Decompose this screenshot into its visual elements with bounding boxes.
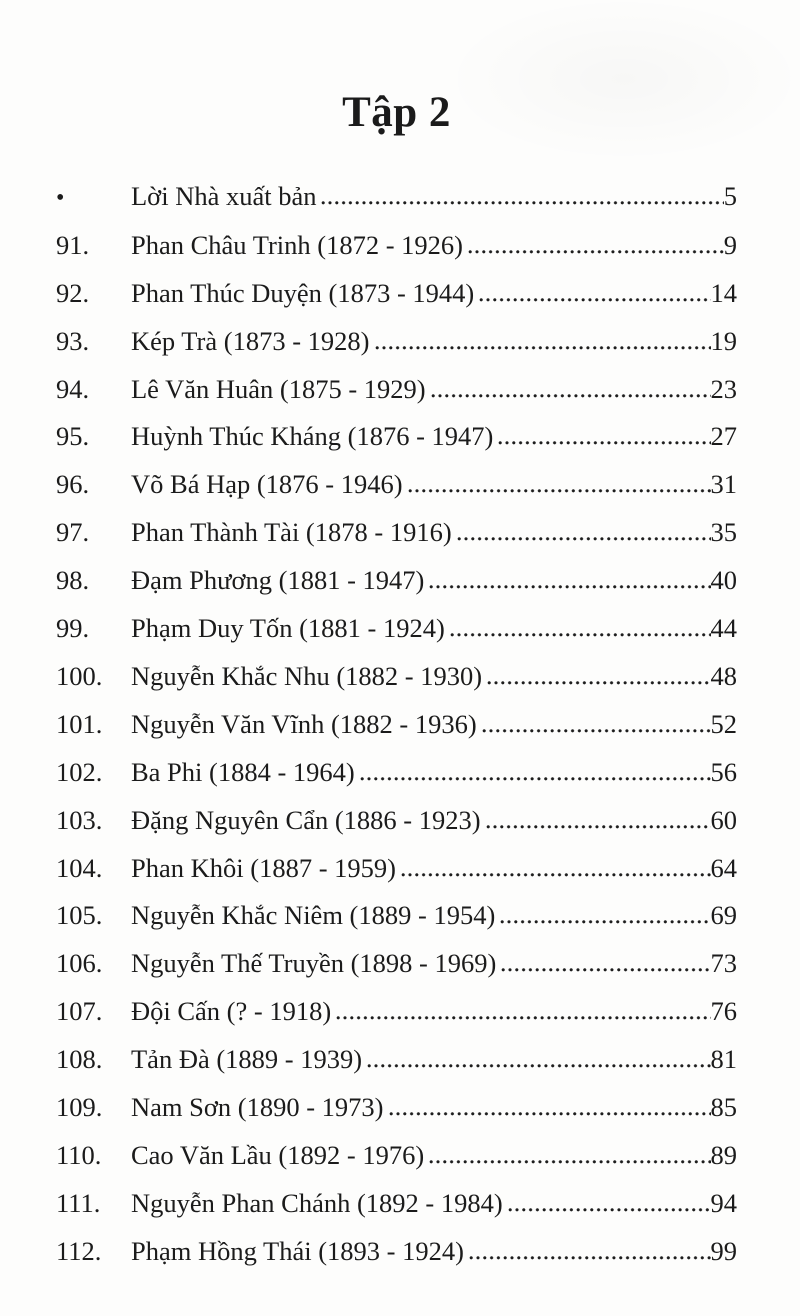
dot-leader bbox=[501, 967, 710, 972]
dot-leader bbox=[498, 440, 710, 445]
toc-entry bbox=[56, 804, 737, 835]
entry-title: Nguyễn Khắc Niêm (1889 - 1954) bbox=[131, 900, 496, 931]
entry-title: Đội Cấn (? - 1918) bbox=[131, 996, 332, 1027]
entry-page-number: 64 bbox=[710, 852, 737, 883]
toc-entry bbox=[56, 423, 737, 450]
toc-entry bbox=[56, 1046, 737, 1073]
dot-leader bbox=[336, 1015, 710, 1020]
dot-leader bbox=[469, 1255, 711, 1260]
entry-number: 106. bbox=[56, 948, 103, 979]
entry-title: Lời Nhà xuất bản bbox=[131, 181, 317, 212]
entry-title: Phan Thành Tài (1878 - 1916) bbox=[131, 517, 452, 548]
entry-number: 108. bbox=[56, 1044, 103, 1075]
toc-entry bbox=[56, 902, 737, 929]
entry-page-number: 23 bbox=[710, 373, 737, 404]
entry-title: Nam Sơn (1890 - 1973) bbox=[131, 1092, 384, 1123]
entry-page-number: 52 bbox=[710, 708, 737, 739]
dot-leader bbox=[401, 872, 711, 877]
dot-leader bbox=[389, 1111, 711, 1116]
dot-leader bbox=[508, 1207, 711, 1212]
entry-title: Đặng Nguyên Cẩn (1886 - 1923) bbox=[131, 804, 481, 835]
toc-entry bbox=[56, 277, 737, 308]
dot-leader bbox=[367, 1063, 710, 1068]
entry-title: Nguyễn Thế Truyền (1898 - 1969) bbox=[131, 948, 497, 979]
entry-page-number: 14 bbox=[710, 277, 737, 308]
toc-list bbox=[56, 183, 737, 1264]
entry-title: Nguyễn Khắc Nhu (1882 - 1930) bbox=[131, 660, 483, 691]
toc-entry bbox=[56, 567, 737, 594]
entry-page-number: 73 bbox=[710, 948, 737, 979]
entry-number: 99. bbox=[56, 613, 90, 644]
toc-entry bbox=[56, 325, 737, 356]
dot-leader bbox=[360, 776, 711, 781]
toc-entry bbox=[56, 660, 737, 691]
dot-leader bbox=[429, 1159, 710, 1164]
dot-leader bbox=[500, 919, 710, 924]
dot-leader bbox=[408, 488, 711, 493]
entry-number: 107. bbox=[56, 996, 103, 1027]
entry-number: 94. bbox=[56, 373, 90, 404]
toc-entry bbox=[56, 1142, 737, 1169]
entry-title: Phan Thúc Duyện (1873 - 1944) bbox=[131, 277, 475, 308]
entry-page-number: 56 bbox=[710, 756, 737, 787]
entry-page-number: 27 bbox=[710, 421, 737, 452]
dot-leader bbox=[431, 393, 711, 398]
entry-page-number: 40 bbox=[710, 565, 737, 596]
entry-number: 101. bbox=[56, 708, 103, 739]
entry-number: 96. bbox=[56, 469, 90, 500]
entry-number: 109. bbox=[56, 1092, 103, 1123]
toc-entry bbox=[56, 471, 737, 498]
entry-page-number: 48 bbox=[710, 660, 737, 691]
toc-entry bbox=[56, 950, 737, 977]
entry-page-number: 60 bbox=[710, 804, 737, 835]
entry-number: 110. bbox=[56, 1140, 102, 1171]
entry-number: 111. bbox=[56, 1187, 101, 1218]
entry-title: Nguyễn Phan Chánh (1892 - 1984) bbox=[131, 1187, 503, 1218]
entry-title: Phạm Duy Tốn (1881 - 1924) bbox=[131, 613, 445, 644]
entry-number: 102. bbox=[56, 756, 103, 787]
toc-entry bbox=[56, 615, 737, 642]
dot-leader bbox=[479, 297, 710, 302]
entry-title: Nguyễn Văn Vĩnh (1882 - 1936) bbox=[131, 708, 477, 739]
entry-number: 103. bbox=[56, 804, 103, 835]
entry-title: Phan Khôi (1887 - 1959) bbox=[131, 852, 396, 883]
entry-number: • bbox=[56, 185, 65, 212]
dot-leader bbox=[375, 345, 711, 350]
entry-page-number: 85 bbox=[710, 1092, 737, 1123]
dot-leader bbox=[487, 680, 710, 685]
entry-title: Kép Trà (1873 - 1928) bbox=[131, 325, 370, 356]
entry-number: 112. bbox=[56, 1235, 102, 1266]
dot-leader bbox=[486, 824, 711, 829]
entry-title: Đạm Phương (1881 - 1947) bbox=[131, 565, 425, 596]
dot-leader bbox=[450, 632, 711, 637]
toc-entry bbox=[56, 183, 737, 210]
toc-entry bbox=[56, 998, 737, 1025]
toc-entry bbox=[56, 1094, 737, 1121]
dot-leader bbox=[468, 249, 724, 254]
entry-title: Võ Bá Hạp (1876 - 1946) bbox=[131, 469, 403, 500]
toc-entry bbox=[56, 373, 737, 404]
entry-title: Tản Đà (1889 - 1939) bbox=[131, 1044, 363, 1075]
entry-title: Lê Văn Huân (1875 - 1929) bbox=[131, 373, 426, 404]
toc-entry bbox=[56, 852, 737, 883]
entry-page-number: 76 bbox=[710, 996, 737, 1027]
entry-page-number: 31 bbox=[710, 469, 737, 500]
toc-entry bbox=[56, 708, 737, 739]
entry-page-number: 94 bbox=[710, 1187, 737, 1218]
entry-page-number: 44 bbox=[710, 613, 737, 644]
dot-leader bbox=[457, 536, 711, 541]
entry-number: 91. bbox=[56, 229, 90, 260]
toc-entry bbox=[56, 229, 737, 260]
entry-page-number: 99 bbox=[710, 1235, 737, 1266]
entry-page-number: 35 bbox=[710, 517, 737, 548]
entry-page-number: 5 bbox=[723, 181, 737, 212]
toc-entry bbox=[56, 756, 737, 787]
entry-title: Phan Châu Trinh (1872 - 1926) bbox=[131, 229, 464, 260]
entry-page-number: 9 bbox=[723, 229, 737, 260]
entry-number: 92. bbox=[56, 277, 90, 308]
entry-number: 105. bbox=[56, 900, 103, 931]
entry-title: Ba Phi (1884 - 1964) bbox=[131, 756, 355, 787]
entry-number: 93. bbox=[56, 325, 90, 356]
dot-leader bbox=[321, 200, 723, 205]
dot-leader bbox=[482, 728, 711, 733]
entry-title: Cao Văn Lầu (1892 - 1976) bbox=[131, 1140, 425, 1171]
entry-number: 104. bbox=[56, 852, 103, 883]
entry-page-number: 81 bbox=[710, 1044, 737, 1075]
toc-entry bbox=[56, 519, 737, 546]
toc-entry bbox=[56, 1235, 737, 1266]
entry-number: 95. bbox=[56, 421, 90, 452]
entry-title: Huỳnh Thúc Kháng (1876 - 1947) bbox=[131, 421, 494, 452]
entry-page-number: 89 bbox=[710, 1140, 737, 1171]
entry-number: 100. bbox=[56, 660, 103, 691]
toc-entry bbox=[56, 1187, 737, 1218]
entry-title: Phạm Hồng Thái (1893 - 1924) bbox=[131, 1235, 464, 1266]
dot-leader bbox=[429, 584, 710, 589]
page-title: Tập 2 bbox=[342, 89, 451, 136]
entry-page-number: 19 bbox=[710, 325, 737, 356]
entry-number: 97. bbox=[56, 517, 90, 548]
entry-page-number: 69 bbox=[710, 900, 737, 931]
entry-number: 98. bbox=[56, 565, 90, 596]
